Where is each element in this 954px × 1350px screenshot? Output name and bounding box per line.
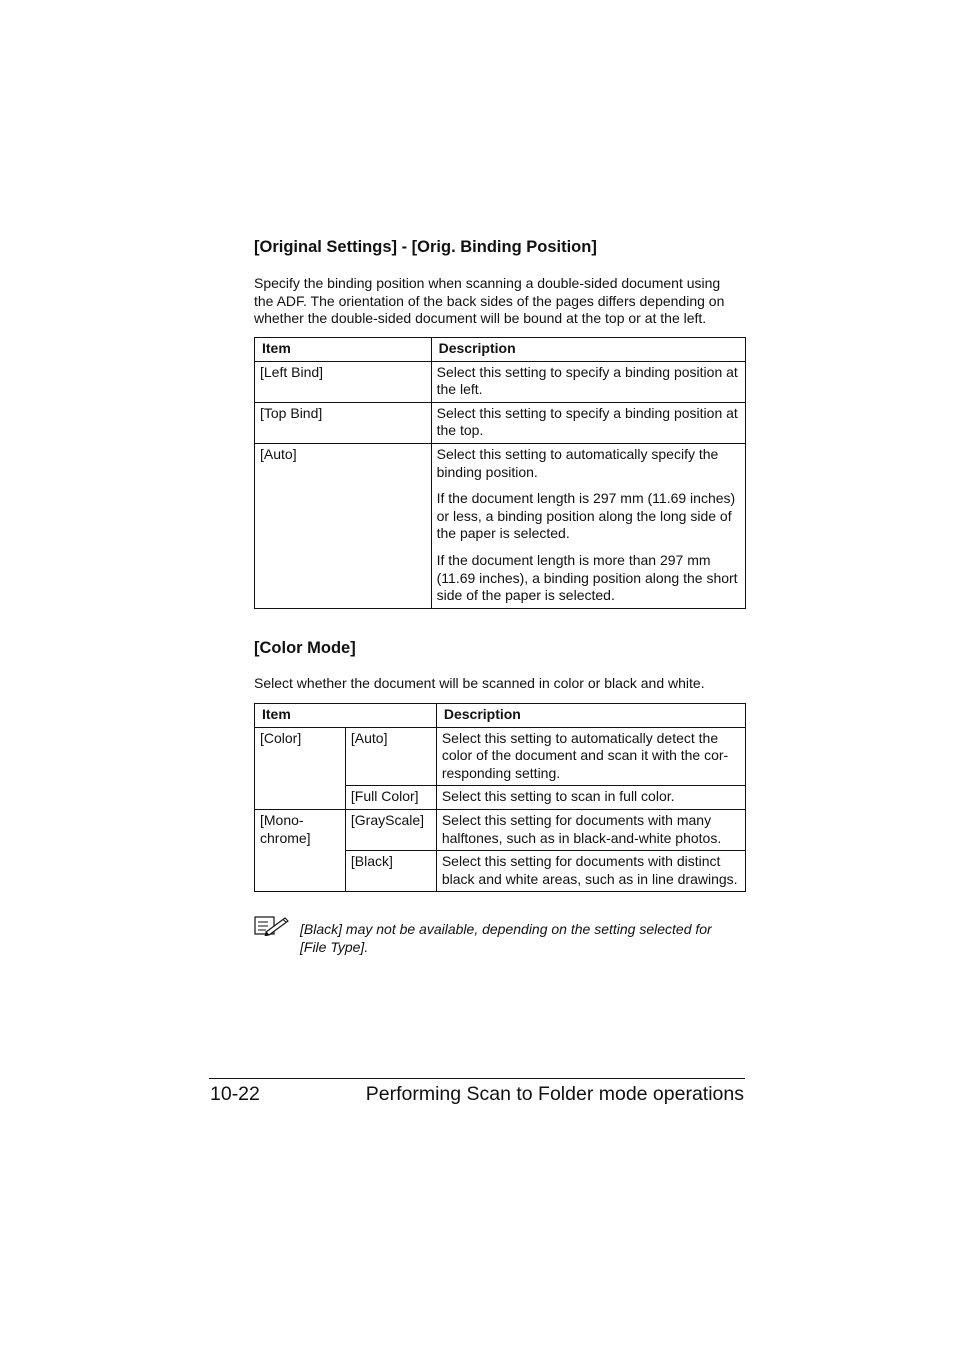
item-cell: [Left Bind] [255,361,432,402]
section-heading-color-mode: [Color Mode] [254,639,356,657]
table-row [255,402,746,443]
item-cell: [Auto] [255,443,432,608]
note-text: [Black] may not be available, depending on the setting selected for [File Type]. [300,921,712,955]
item-cell: [Top Bind] [255,402,432,443]
footer-divider [209,1078,745,1079]
description-cell [431,443,745,608]
description-cell [431,361,745,402]
sub-item-cell: [GrayScale] [345,809,436,850]
sub-item-cell: [Black] [345,851,436,892]
table-header-row [255,338,746,362]
section-heading-binding-position: [Original Settings] - [Orig. Binding Position] [254,238,597,256]
column-header-description: Description [431,338,745,362]
table-row [255,443,746,608]
sub-item-cell: [Full Color] [345,786,436,810]
binding-position-table [254,337,746,609]
table-header-row [255,704,746,728]
column-header-description: Description [436,704,745,728]
table-row [255,361,746,402]
column-header-item: Item [255,338,432,362]
description-cell [431,402,745,443]
chapter-title: Performing Scan to Folder mode operations [365,1083,744,1105]
description-text: Select this setting to specify a binding position at the top. [436,404,738,439]
sub-item-cell: [Auto] [345,727,436,786]
description-cell: Select this setting to scan in full color. [436,786,745,810]
page-number: 10-22 [210,1083,260,1105]
item-cell: [Mono- chrome] [255,809,346,891]
color-mode-table [254,703,746,892]
description-cell: Select this setting for documents with distinct black and white areas, such as in line drawings. [436,851,745,892]
column-header-item: Item [255,704,437,728]
section-intro-color-mode: Select whether the document will be scanned in color or black and white. [254,675,705,691]
description-text: If the document length is more than 297 mm (11.69 inches), a binding position along the short side of the paper is selected. [436,551,738,604]
description-cell: Select this setting to automatically detect the color of the document and scan it with the cor- responding setting. [436,727,745,786]
description-text: If the document length is 297 mm (11.69 inches) or less, a binding position along the long side of the paper is selected. [436,490,736,542]
item-cell: [Color] [255,727,346,809]
description-text: Select this setting to specify a binding position at the left. [436,363,738,398]
section-intro-binding-position: Specify the binding position when scanning a double-sided document using the ADF. The orientation of the back sides of the pages differs depending on whether the double-sided document will be bound at the top or at the left. [254,275,725,327]
description-text: Select this setting to automatically specify the binding position. [436,445,719,480]
table-row [255,727,746,786]
note-pencil-icon [254,914,290,936]
table-row [255,809,746,850]
description-cell: Select this setting for documents with many halftones, such as in black-and-white photos. [436,809,745,850]
